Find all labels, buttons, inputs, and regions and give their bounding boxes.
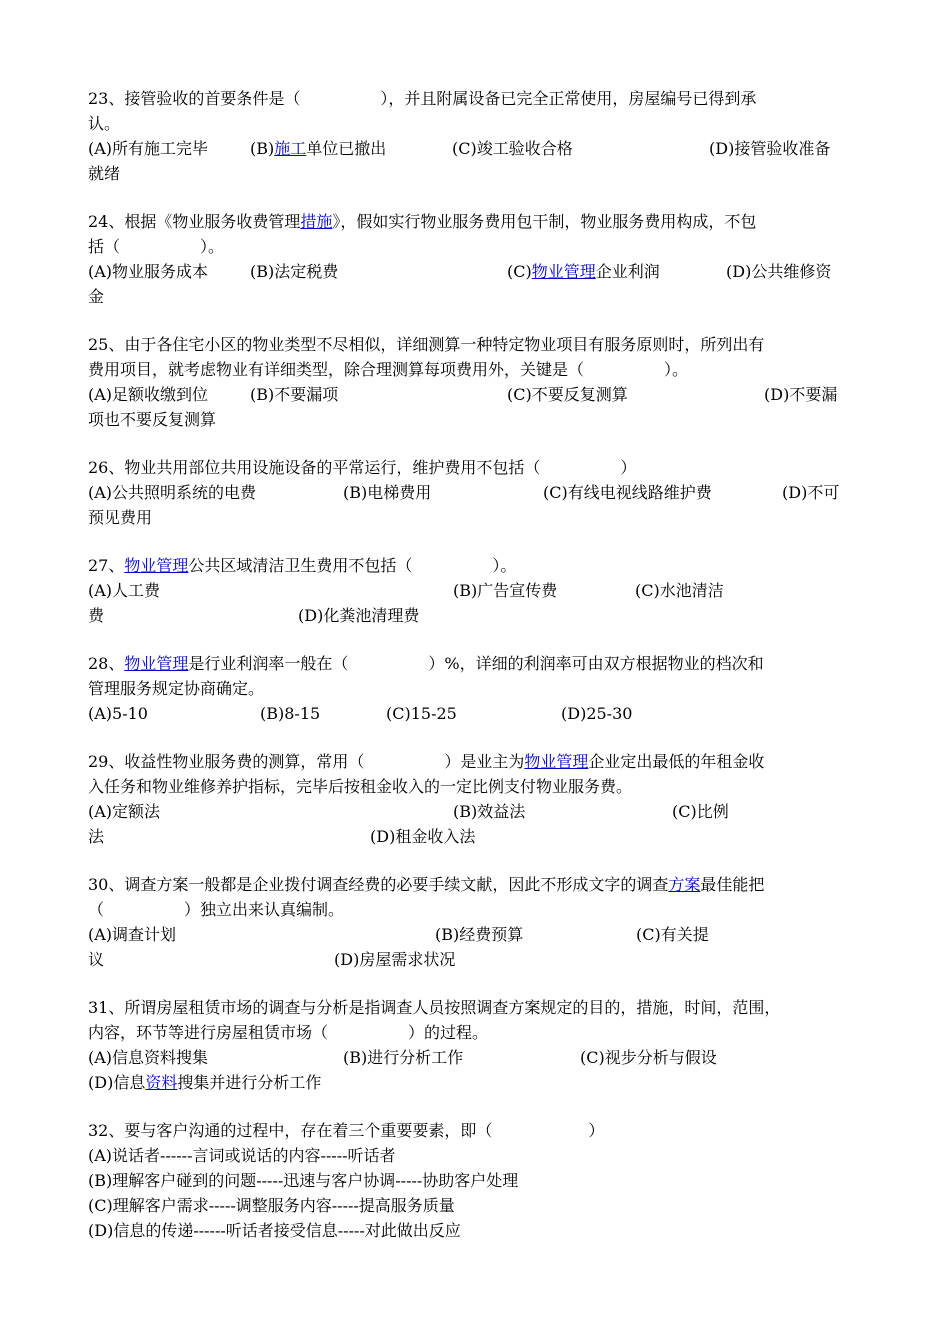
question-stem-cont: 入任务和物业维修养护指标，完毕后按租金收入的一定比例支付物业服务费。: [88, 777, 633, 796]
option-d: (D)接管验收准备: [709, 139, 831, 158]
option-a: (A)说话者------言词或说话的内容-----听话者: [88, 1146, 396, 1165]
question-stem: 23、接管验收的首要条件是（ ），并且附属设备已完全正常使用，房屋编号已得到承: [88, 89, 757, 108]
question-32: [88, 1118, 873, 1243]
option-a: (A)所有施工完毕: [88, 139, 209, 158]
options-row: [88, 578, 873, 603]
option-c: (C)竣工验收合格: [452, 139, 573, 158]
question-27: [88, 553, 873, 628]
question-26: [88, 455, 873, 530]
exam-page: [88, 86, 873, 1266]
option-b: (B)进行分析工作: [343, 1048, 464, 1067]
options-row: [88, 480, 873, 505]
question-stem: 30、调查方案一般都是企业拨付调查经费的必要手续文献，因此不形成文字的调查方案最佳能把: [88, 875, 765, 894]
question-25: [88, 332, 873, 432]
link-wuye-guanli[interactable]: 物业管理: [124, 654, 189, 673]
question-23: [88, 86, 873, 186]
option-d: (D)房屋需求状况: [334, 950, 456, 969]
question-stem: 31、所谓房屋租赁市场的调查与分析是指调查人员按照调查方案规定的目的，措施，时间，范围，: [88, 998, 781, 1017]
option-d: (D)信息的传递------听话者接受信息-----对此做出反应: [88, 1221, 461, 1240]
option-c: (C)不要反复测算: [507, 385, 628, 404]
option-b: (B)不要漏项: [250, 385, 339, 404]
option-cont: 预见费用: [88, 508, 153, 527]
link-wuye-guanli[interactable]: 物业管理: [124, 556, 189, 575]
option-a: (A)人工费: [88, 581, 161, 600]
question-stem: 26、物业共用部位共用设施设备的平常运行，维护费用不包括（ ）: [88, 458, 637, 477]
option-b: (B)8-15: [260, 704, 321, 723]
question-stem: 25、由于各住宅小区的物业类型不尽相似，详细测算一种特定物业项目有服务原则时，所列出有: [88, 335, 765, 354]
options-row: [88, 799, 873, 824]
option-d: (D)不要漏: [764, 385, 838, 404]
option-b: (B)法定税费: [250, 262, 339, 281]
option-d: (D)不可: [782, 483, 840, 502]
option-cont: 项也不要反复测算: [88, 410, 217, 429]
option-cont: 金: [88, 287, 105, 306]
option-a: (A)5-10: [88, 704, 148, 723]
link-shigong[interactable]: 施工: [274, 139, 307, 158]
option-d: (D)信息资料搜集并进行分析工作: [88, 1073, 322, 1092]
option-a: (A)足额收缴到位: [88, 385, 209, 404]
options-row: [88, 259, 873, 284]
option-d: (D)25-30: [561, 704, 633, 723]
question-stem-cont: 管理服务规定协商确定。: [88, 679, 265, 698]
question-stem: 24、根据《物业服务收费管理措施》，假如实行物业服务费用包干制，物业服务费用构成，不包: [88, 212, 757, 231]
option-a: (A)信息资料搜集: [88, 1048, 209, 1067]
link-ziliao[interactable]: 资料: [145, 1073, 178, 1092]
option-c: (C)物业管理企业利润: [507, 262, 660, 281]
options-row: [88, 947, 873, 972]
option-b: (B)施工单位已撤出: [250, 139, 387, 158]
option-c: (C)水池清洁: [635, 581, 724, 600]
link-fangan[interactable]: 方案: [668, 875, 701, 894]
options-row: [88, 603, 873, 628]
options-row: [88, 824, 873, 849]
options-row: [88, 701, 873, 726]
option-a: (A)物业服务成本: [88, 262, 209, 281]
option-cont: 法: [88, 827, 105, 846]
question-31: [88, 995, 873, 1095]
option-b: (B)广告宣传费: [453, 581, 558, 600]
option-a: (A)定额法: [88, 802, 161, 821]
option-c: (C)比例: [672, 802, 729, 821]
option-c: (C)有关提: [636, 925, 709, 944]
options-row: [88, 382, 873, 407]
question-stem-cont: 内容，环节等进行房屋租赁市场（ ）的过程。: [88, 1023, 489, 1042]
option-c: (C)视步分析与假设: [580, 1048, 717, 1067]
option-a: (A)调查计划: [88, 925, 177, 944]
option-d: (D)化粪池清理费: [298, 606, 420, 625]
option-b: (B)效益法: [453, 802, 526, 821]
question-stem-cont: 认。: [88, 114, 121, 133]
option-d: (D)租金收入法: [370, 827, 476, 846]
question-stem-cont: （ ）独立出来认真编制。: [88, 900, 345, 919]
question-stem: 28、物业管理是行业利润率一般在（ ）%，详细的利润率可由双方根据物业的档次和: [88, 654, 764, 673]
option-d: (D)公共维修资: [726, 262, 832, 281]
option-c: (C)15-25: [386, 704, 457, 723]
question-stem: 27、物业管理公共区域清洁卫生费用不包括（ ）。: [88, 556, 517, 575]
question-28: [88, 651, 873, 726]
question-30: [88, 872, 873, 972]
question-29: [88, 749, 873, 849]
option-cont: 议: [88, 950, 105, 969]
question-stem: 29、收益性物业服务费的测算，常用（ ）是业主为物业管理企业定出最低的年租金收: [88, 752, 765, 771]
link-wuye-guanli[interactable]: 物业管理: [524, 752, 589, 771]
options-row: [88, 136, 873, 161]
link-cuoshi[interactable]: 措施: [300, 212, 333, 231]
option-a: (A)公共照明系统的电费: [88, 483, 257, 502]
question-stem-cont: 括（ ）。: [88, 237, 225, 256]
question-stem-cont: 费用项目，就考虑物业有详细类型，除合理测算每项费用外，关键是（ ）。: [88, 360, 689, 379]
options-row: [88, 922, 873, 947]
option-b: (B)电梯费用: [343, 483, 432, 502]
option-cont: 就绪: [88, 164, 121, 183]
option-b: (B)经费预算: [435, 925, 524, 944]
option-c: (C)理解客户需求-----调整服务内容-----提高服务质量: [88, 1196, 455, 1215]
option-cont: 费: [88, 606, 105, 625]
link-wuye-guanli[interactable]: 物业管理: [531, 262, 596, 281]
option-c: (C)有线电视线路维护费: [543, 483, 712, 502]
option-b: (B)理解客户碰到的问题-----迅速与客户协调-----协助客户处理: [88, 1171, 519, 1190]
question-stem: 32、要与客户沟通的过程中，存在着三个重要要素，即（ ）: [88, 1121, 605, 1140]
question-24: [88, 209, 873, 309]
options-row: [88, 1045, 873, 1070]
